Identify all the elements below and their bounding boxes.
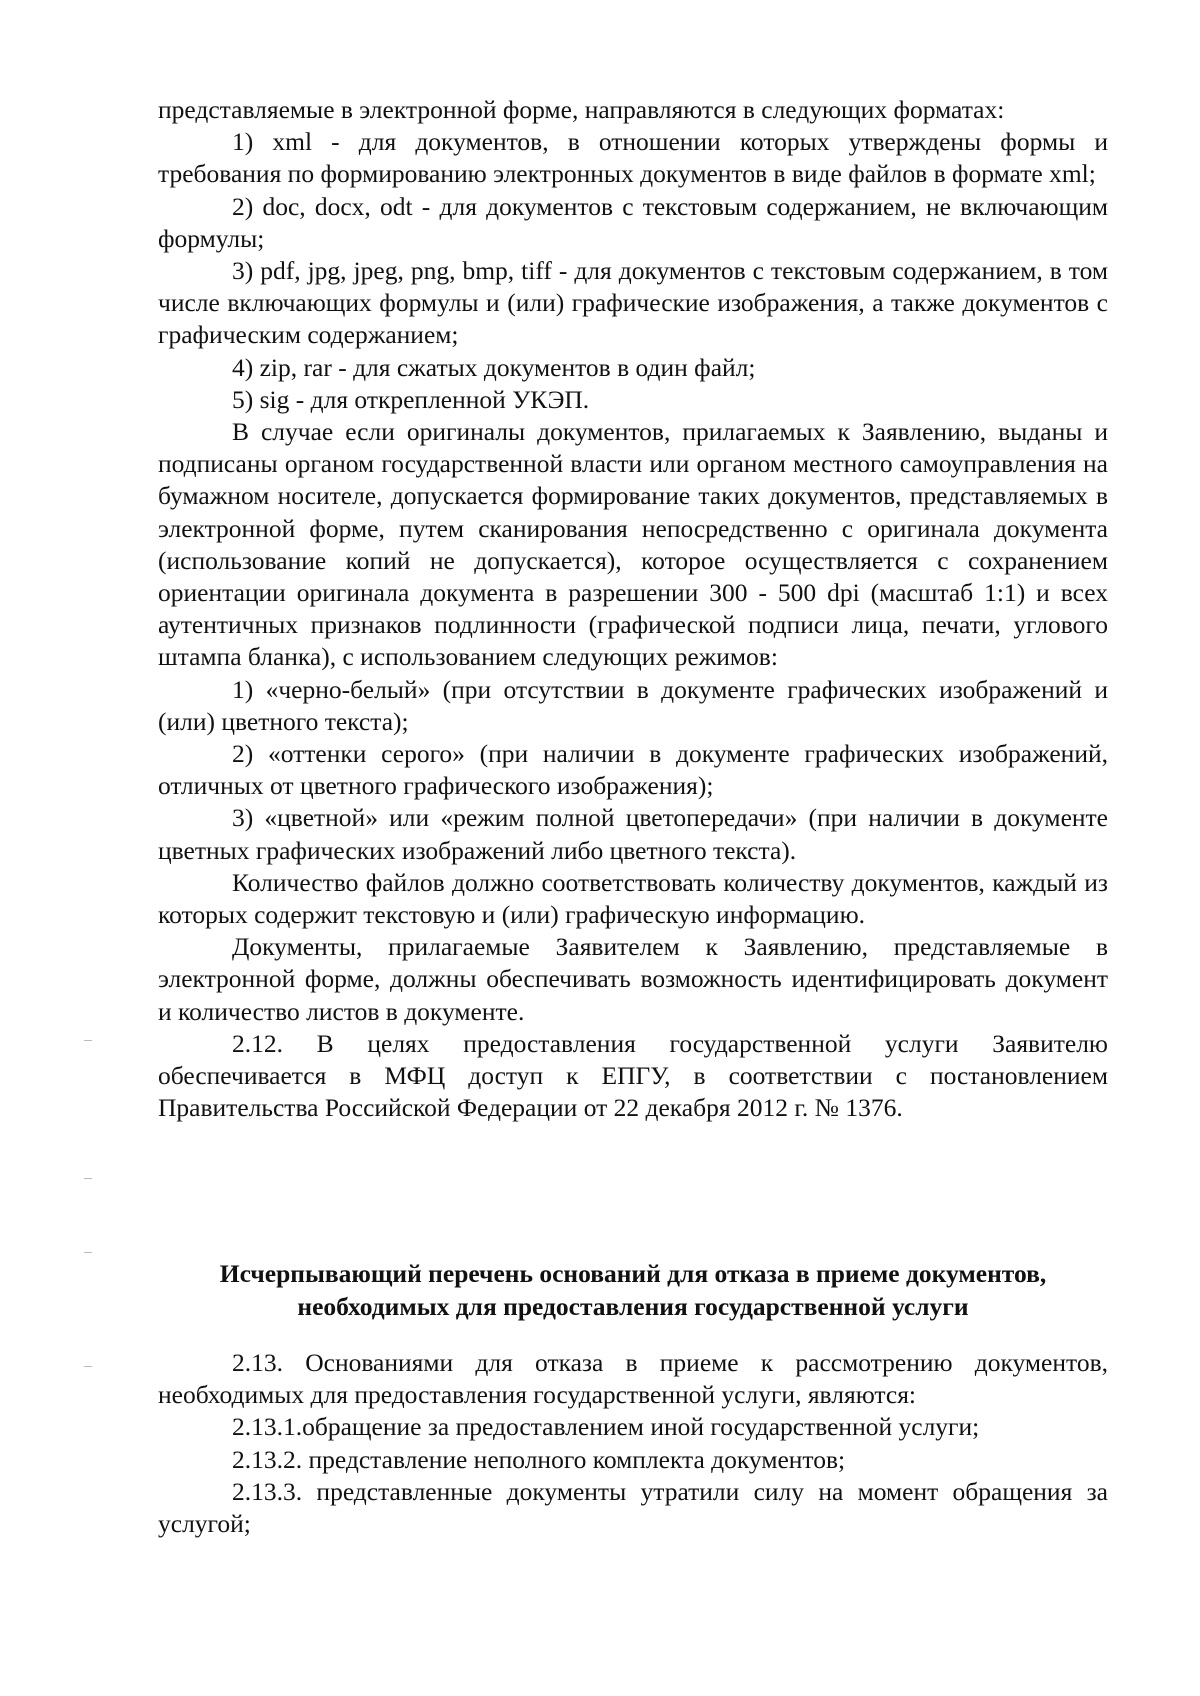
docs-paragraph: Документы, прилагаемые Заявителем к Заявлению, представляемые в электронной форме, должны обеспечивать возможность идентифицировать документ и количество листов в документе. <box>158 932 1108 1026</box>
mode-item-gray: 2) «оттенки серого» (при наличии в документе графических изображений, отличных от цветного графического изображения); <box>158 739 1108 801</box>
section-heading-line-2: необходимых для предоставления государственной услуги <box>297 1291 969 1321</box>
mode-item-color: 3) «цветной» или «режим полной цветопередачи» (при наличии в документе цветных графических изображений либо цветного текста). <box>158 803 1108 865</box>
format-item-xml: 1) xml - для документов, в отношении которых утверждены формы и требования по формированию электронных документов в виде файлов в формате xml; <box>158 127 1108 189</box>
document-body-top <box>158 94 1108 1125</box>
intro-line: представляемые в электронной форме, направляются в следующих форматах: <box>158 95 1005 124</box>
section-heading-line-1: Исчерпывающий перечень оснований для отказа в приеме документов, <box>219 1259 1047 1288</box>
scan-margin-mark <box>84 1178 92 1179</box>
ground-item-2-13-2: 2.13.2. представление неполного комплекта документов; <box>232 1444 846 1474</box>
scan-margin-mark <box>84 1040 92 1041</box>
paragraph-2-12: 2.12. В целях предоставления государственной услуги Заявителю обеспечивается в МФЦ доступ к ЕПГУ, в соответствии с постановлением Правительства Российской Федерации от 22 декабря 2012 г. № 1376. <box>158 1028 1108 1123</box>
format-item-doc: 2) doc, docx, odt - для документов с текстовым содержанием, не включающим формулы; <box>158 191 1108 253</box>
mode-item-bw: 1) «черно-белый» (при отсутствии в документе графических изображений и (или) цветного текста); <box>158 674 1108 736</box>
format-item-pdf: 3) pdf, jpg, jpeg, png, bmp, tiff - для документов с текстовым содержанием, в том числе включающих формулы и (или) графические изображения, а также документов с графическим содержанием; <box>158 256 1108 350</box>
format-item-sig: 5) sig - для открепленной УКЭП. <box>232 384 590 414</box>
scan-margin-mark <box>84 1252 92 1253</box>
paragraph-2-13: 2.13. Основаниями для отказа в приеме к рассмотрению документов, необходимых для предоставления государственной услуги, являются: <box>158 1348 1108 1410</box>
document-body-bottom <box>158 1347 1108 1540</box>
ground-item-2-13-1: 2.13.1.обращение за предоставлением иной государственной услуги; <box>232 1412 980 1442</box>
scan-margin-mark <box>84 1366 92 1367</box>
format-item-zip: 4) zip, rar - для сжатых документов в один файл; <box>232 352 756 382</box>
ground-item-2-13-3: 2.13.3. представленные документы утратили силу на момент обращения за услугой; <box>158 1476 1108 1539</box>
scan-paragraph: В случае если оригиналы документов, прилагаемых к Заявлению, выданы и подписаны органом государственной власти или органом местного самоуправления на бумажном носителе, допускается формирование таких документов, представляемых в электронной форме, путем сканирования непосредственно с оригинала документа (использование копий не допускается), которое осуществляется с сохранением ориентации оригинала документа в разрешении 300 - 500 dpi (масштаб 1:1) и всех аутентичных признаков подлинности (графической подписи лица, печати, углового штампа бланка), с использованием следующих режимов: <box>158 417 1108 672</box>
section-heading <box>158 1258 1108 1323</box>
files-paragraph: Количество файлов должно соответствовать количеству документов, каждый из которых содержит текстовую и (или) графическую информацию. <box>158 867 1108 930</box>
